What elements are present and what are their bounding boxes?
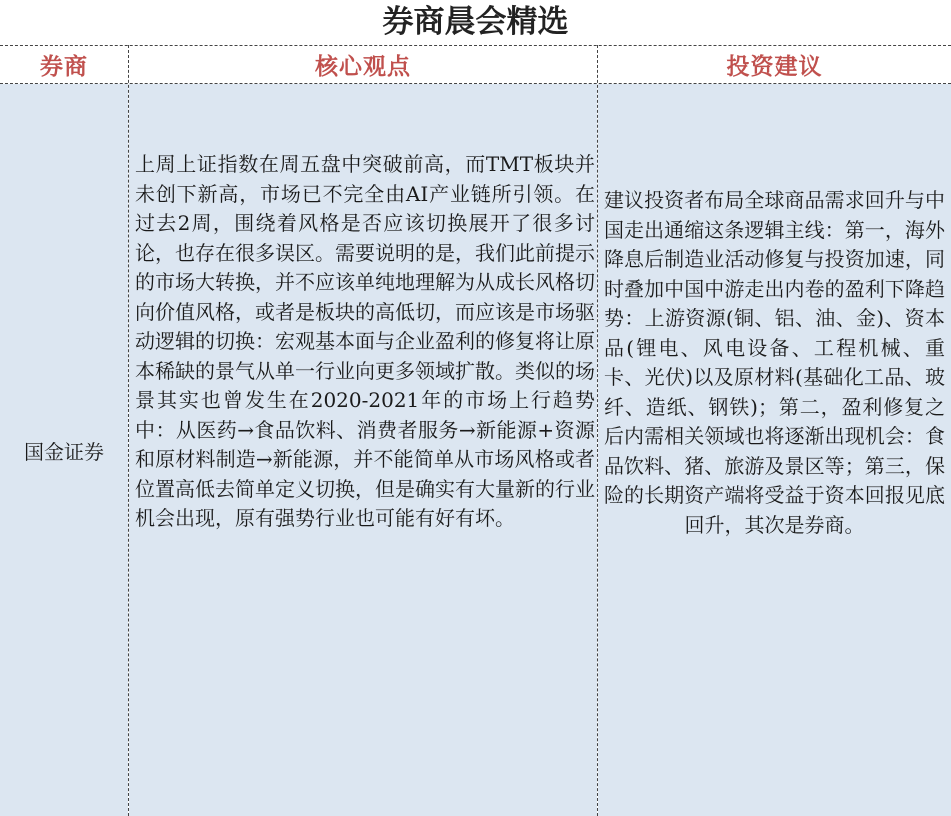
column-divider-1 (128, 45, 129, 816)
column-divider-2 (597, 45, 598, 816)
core-view-text: 上周上证指数在周五盘中突破前高，而TMT板块并未创下新高，市场已不完全由AI产业链所引领。在过去2周，围绕着风格是否应该切换展开了很多讨论，也存在很多误区。需要说明的是，我们此前提示的市场大转换，并不应该单纯地理解为从成长风格切向价值风格，或者是板块的高低切，而应该是市场驱动逻辑的切换：宏观基本面与企业盈利的修复将让原本稀缺的景气从单一行业向更多领域扩散。类似的场景其实也曾发生在2020-2021年的市场上行趋势中：从医药→食品饮料、消费者服务→新能源+资源和原材料制造→新能源，并不能简单从市场风格或者位置高低去简单定义切换，但是确实有大量新的行业机会出现，原有强势行业也可能有好有坏。 (135, 152, 595, 530)
broker-name: 国金证券 (24, 439, 104, 464)
core-view-cell (129, 84, 597, 816)
column-header-advice: 投资建议 (598, 46, 951, 83)
column-header-view: 核心观点 (129, 46, 597, 83)
page-title: 券商晨会精选 (382, 4, 569, 40)
column-header-broker: 券商 (0, 46, 128, 83)
investment-advice-text: 建议投资者布局全球商品需求回升与中国走出通缩这条逻辑主线：第一，海外降息后制造业活动修复与投资加速，同时叠加中国中游走出内卷的盈利下降趋势：上游资源(铜、铝、油、金)、资本品(锂电、风电设备、工程机械、重卡、光伏)以及原材料(基础化工品、玻纤、造纸、钢铁)；第二，盈利修复之后内需相关领域也将逐渐出现机会：食品饮料、猪、旅游及景区等；第三，保险的长期资产端将受益于资本回报见底回升，其次是券商。 (604, 188, 945, 537)
broker-cell (0, 84, 128, 816)
investment-advice-cell (598, 84, 951, 816)
